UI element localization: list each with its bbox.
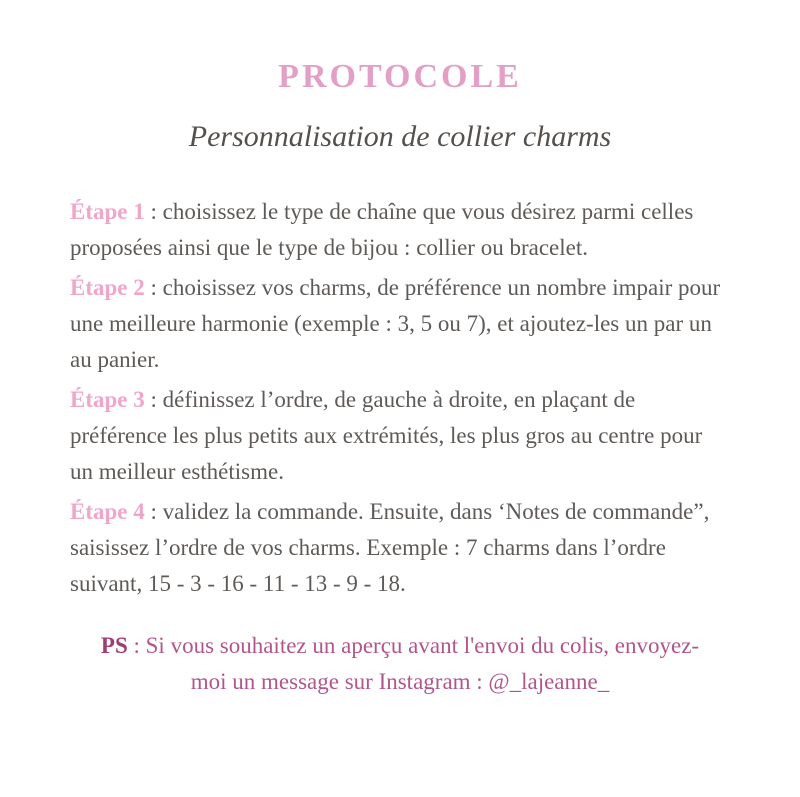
step-paragraph-1 — [70, 194, 730, 266]
step-3-text: : définissez l’ordre, de gauche à droite, en plaçant de préférence les plus petits aux extrémités, les plus gros au centre pour un meilleur esthétisme. — [70, 387, 703, 484]
page-subtitle: Personnalisation de collier charms — [188, 120, 612, 153]
step-paragraph-3 — [70, 382, 730, 490]
step-paragraph-2 — [70, 270, 730, 378]
ps-label: PS — [100, 633, 128, 658]
step-paragraph-4 — [70, 494, 730, 602]
step-3-label: Étape 3 — [70, 387, 145, 412]
step-2-label: Étape 2 — [70, 275, 145, 300]
step-1-text: : choisissez le type de chaîne que vous désirez parmi celles proposées ainsi que le type de bijou : collier ou bracelet. — [70, 199, 694, 260]
ps-note — [95, 628, 705, 700]
ps-text: : Si vous souhaitez un aperçu avant l'envoi du colis, envoyez-moi un message sur Instagram : @_lajeanne_ — [127, 633, 700, 694]
step-1-label: Étape 1 — [70, 199, 145, 224]
step-2-text: : choisissez vos charms, de préférence un nombre impair pour une meilleure harmonie (exemple : 3, 5 ou 7), et ajoutez-les un par un au panier. — [70, 275, 721, 372]
step-4-label: Étape 4 — [70, 499, 145, 524]
step-4-text: : validez la commande. Ensuite, dans ‘Notes de commande”, saisissez l’ordre de vos charms. Exemple : 7 charms dans l’ordre suivant, 15 - 3 - 16 - 11 - 13 - 9 - 18. — [70, 499, 710, 596]
steps-list — [70, 194, 730, 602]
page-title: PROTOCOLE — [278, 58, 522, 95]
